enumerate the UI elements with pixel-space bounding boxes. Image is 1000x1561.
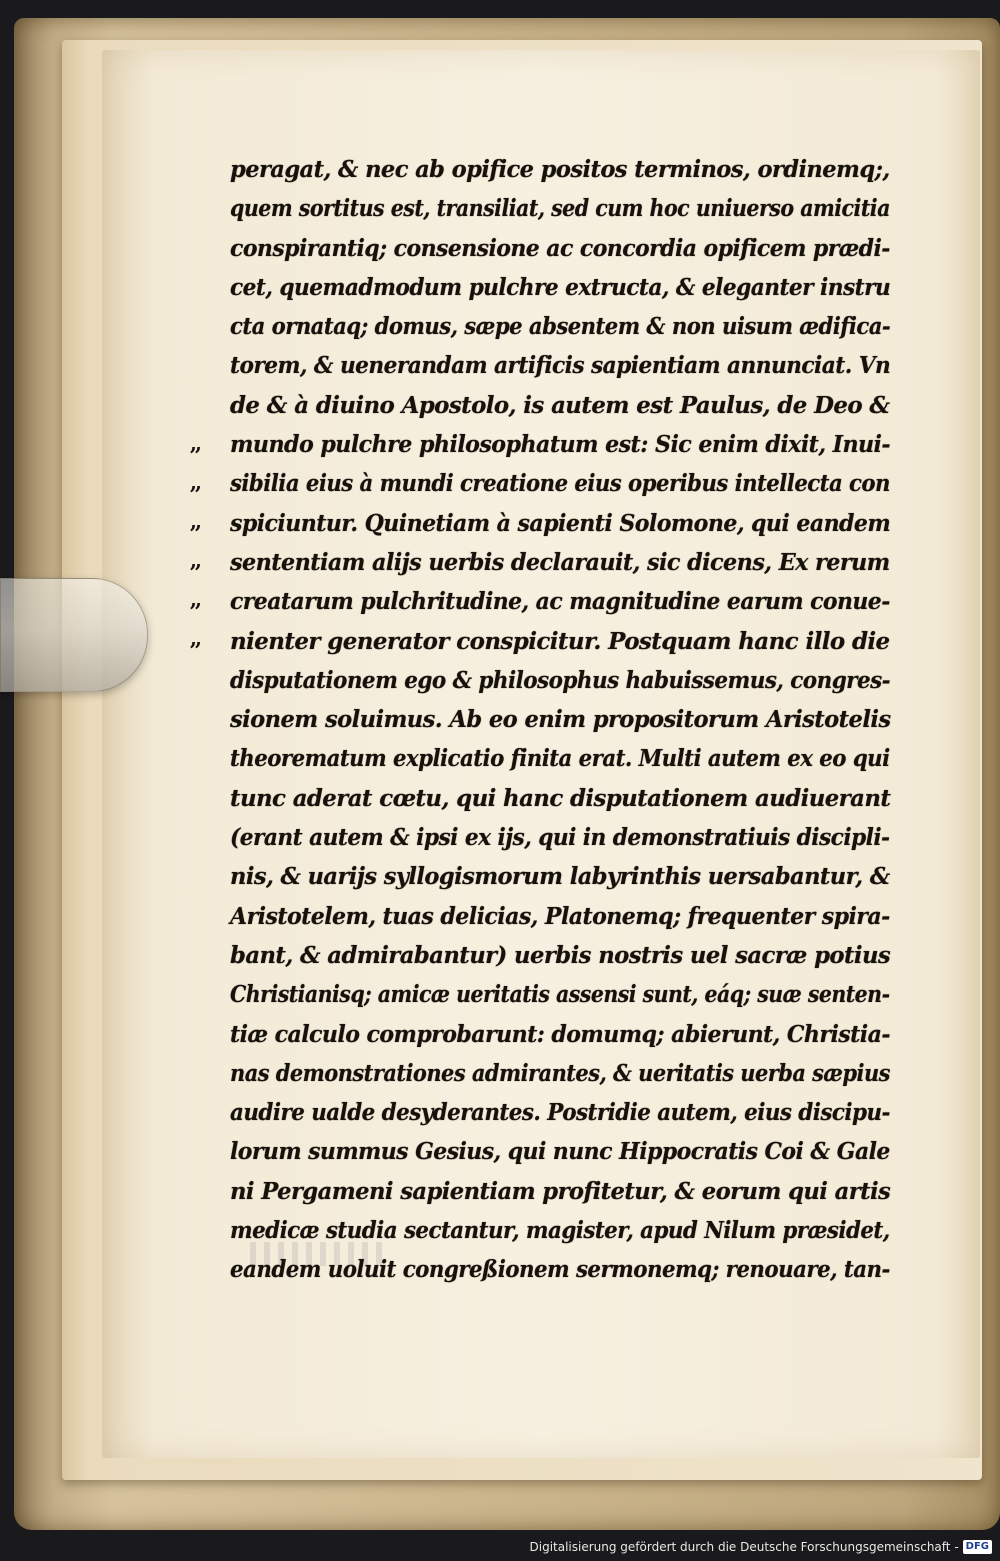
text-line: tiæ calculo comprobarunt: domumq; abierunt, Christia- (230, 1020, 890, 1048)
text-line: disputationem ego & philosophus habuissemus, congres- (230, 666, 891, 694)
page-text (230, 150, 890, 1290)
text-line: spiciuntur. Quinetiam à sapienti Solomone, qui eandem (230, 509, 891, 537)
text-line: Christianisq; amicæ ueritatis assensi sunt, eáq; suæ senten- (230, 981, 890, 1009)
text-line: de & à diuino Apostolo, is autem est Paulus, de Deo & (230, 391, 890, 419)
text-line: cta ornataq; domus, sæpe absentem & non uisum ædifica- (230, 313, 891, 341)
margin-mark: ,, (190, 626, 200, 650)
margin-mark: ,, (190, 587, 200, 611)
text-line: sionem soluimus. Ab eo enim propositorum Aristotelis (230, 706, 891, 734)
margin-mark: ,, (190, 431, 200, 455)
text-line: cet, quemadmodum pulchre extructa, & eleganter instru (230, 273, 891, 301)
text-line: torem, & uenerandam artificis sapientiam annunciat. Vn (230, 352, 891, 380)
text-line: sententiam alijs uerbis declarauit, sic dicens, Ex rerum (230, 548, 890, 576)
footer-credit (530, 1535, 993, 1559)
text-line: sibilia eius à mundi creatione eius operibus intellecta con (230, 470, 890, 498)
text-line: (erant autem & ipsi ex ijs, qui in demonstratiuis discipli- (230, 824, 890, 852)
text-line: nis, & uarijs syllogismorum labyrinthis uersabantur, & (230, 863, 890, 891)
text-line: bant, & admirabantur) uerbis nostris uel sacræ potius (230, 941, 891, 969)
margin-mark: ,, (190, 509, 200, 533)
text-line: peragat, & nec ab opifice positos terminos, ordinemq;, (230, 156, 890, 183)
text-line: quem sortitus est, transiliat, sed cum hoc uniuerso amicitia (230, 195, 890, 223)
text-line: nienter generator conspicitur. Postquam hanc illo die (230, 627, 890, 655)
footer-credit-text: Digitalisierung gefördert durch die Deutsche Forschungsgemeinschaft - (529, 1540, 959, 1554)
text-line: audire ualde desyderantes. Postridie autem, eius discipu- (230, 1099, 890, 1127)
text-line: eandem uoluit congreßionem sermonemq; renouare, tan- (230, 1256, 890, 1284)
text-line: lorum summus Gesius, qui nunc Hippocratis Coi & Gale (230, 1138, 890, 1166)
text-line: conspirantiq; consensione ac concordia opificem prædi- (230, 234, 890, 262)
text-line: ni Pergameni sapientiam profitetur, & eorum qui artis (230, 1177, 891, 1205)
text-line: mundo pulchre philosophatum est: Sic enim dixit, Inui- (230, 431, 891, 459)
margin-quotation-marks (190, 424, 220, 658)
margin-mark: ,, (190, 548, 200, 572)
page-holder-clip (0, 578, 148, 692)
text-line: Aristotelem, tuas delicias, Platonemq; frequenter spira- (230, 902, 890, 930)
text-line: creatarum pulchritudine, ac magnitudine earum conue- (230, 588, 890, 616)
margin-mark: ,, (190, 470, 200, 494)
text-line: theorematum explicatio finita erat. Multi autem ex eo qui (230, 745, 890, 773)
text-line: medicæ studia sectantur, magister, apud Nilum præsidet, (230, 1217, 890, 1245)
text-line: tunc aderat cœtu, qui hanc disputationem audiuerant (230, 784, 891, 812)
text-line: nas demonstrationes admirantes, & ueritatis uerba sæpius (230, 1059, 890, 1087)
dfg-logo: DFG (963, 1540, 992, 1554)
